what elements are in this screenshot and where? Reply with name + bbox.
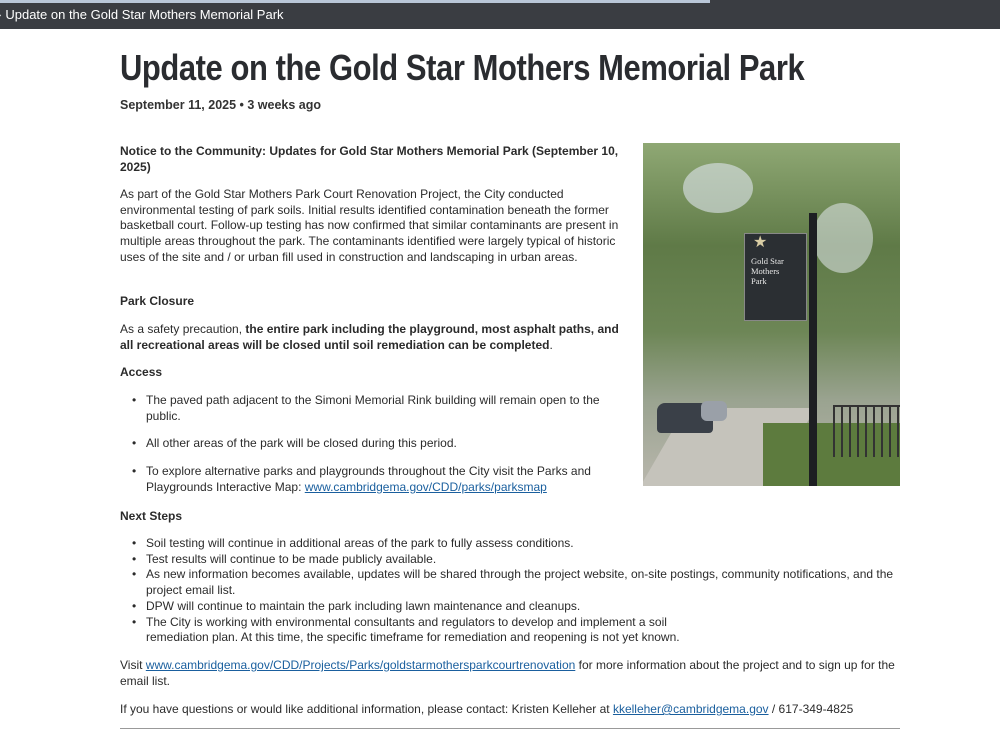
access-item-text: To explore alternative parks and playgrounds throughout the City visit the Parks and Playgrounds Interactive Map:: [146, 464, 591, 494]
sign-line: Park: [751, 276, 767, 286]
access-list: [120, 393, 615, 496]
chevron-right-icon[interactable]: [0, 0, 1, 29]
star-icon: ★: [753, 234, 768, 251]
access-heading: Access: [120, 365, 163, 379]
park-sign: [744, 233, 807, 321]
list-item: • Soil testing will continue in additional areas of the park to fully assess conditions.: [120, 536, 905, 552]
contact-paragraph: [120, 702, 900, 718]
notice-heading: Notice to the Community: Updates for Gold Star Mothers Memorial Park (September 10, 2025): [120, 144, 619, 174]
list-item: • All other areas of the park will be closed during this period.: [120, 436, 615, 452]
list-item: • DPW will continue to maintain the park including lawn maintenance and cleanups.: [120, 599, 905, 615]
contact-email-link[interactable]: kkelleher@cambridgema.gov: [612, 702, 769, 716]
list-item: [120, 464, 615, 495]
browser-title-bar: [0, 0, 1000, 29]
list-item: • The City is working with environmental consultants and regulators to develop and implement a soil remediation plan. At this time, the specific timeframe for remediation and reopening is not yet known.: [120, 615, 706, 646]
closure-emphasis: the entire park including the playground, most asphalt paths, and all recreational areas will be closed until soil remediation can be completed: [120, 322, 619, 352]
closure-prefix: As a safety precaution,: [120, 322, 246, 336]
list-item: • The paved path adjacent to the Simoni Memorial Rink building will remain open to the public.: [120, 393, 615, 424]
sign-line: Gold Star: [751, 256, 784, 266]
next-steps-list: [120, 536, 905, 646]
project-page-link[interactable]: www.cambridgema.gov/CDD/Projects/Parks/goldstarmothersparkcourtrenovation: [145, 658, 576, 672]
contact-phone: / 617-349-4825: [768, 702, 854, 716]
parks-map-link[interactable]: www.cambridgema.gov/CDD/parks/parksmap: [304, 479, 547, 494]
list-item: • As new information becomes available, updates will be shared through the project website, on-site postings, community notifications, and the project email list.: [120, 567, 905, 598]
contact-prefix: If you have questions or would like additional information, please contact: Kristen Kelleher at: [120, 702, 613, 716]
visit-suffix: for more information about the project and to sign up for the email list.: [120, 658, 895, 688]
park-sign-photo: [643, 143, 900, 486]
visit-paragraph: [120, 658, 900, 689]
intro-paragraph: As part of the Gold Star Mothers Park Court Renovation Project, the City conducted environmental testing of park soils. Initial results identified contamination beneath the former basketball court. Follow-up testing has now confirmed that similar contaminants are present in multiple areas throughout the park. The contaminants identified were largely typical of historic uses of the site and / or urban fill used in construction and landscaping in urban areas.: [120, 187, 619, 264]
page-title: Update on the Gold Star Mothers Memorial Park: [120, 47, 805, 88]
progress-accent: [0, 0, 710, 3]
sign-line: Mothers: [751, 266, 780, 276]
tab-title: Update on the Gold Star Mothers Memorial Park: [5, 7, 284, 22]
closure-heading: Park Closure: [120, 294, 195, 308]
visit-prefix: Visit: [120, 658, 146, 672]
post-meta: September 11, 2025 • 3 weeks ago: [120, 98, 322, 112]
list-item: • Test results will continue to be made publicly available.: [120, 552, 905, 568]
closure-paragraph: [120, 322, 632, 353]
closure-suffix: .: [549, 337, 553, 352]
next-steps-heading: Next Steps: [120, 509, 183, 523]
